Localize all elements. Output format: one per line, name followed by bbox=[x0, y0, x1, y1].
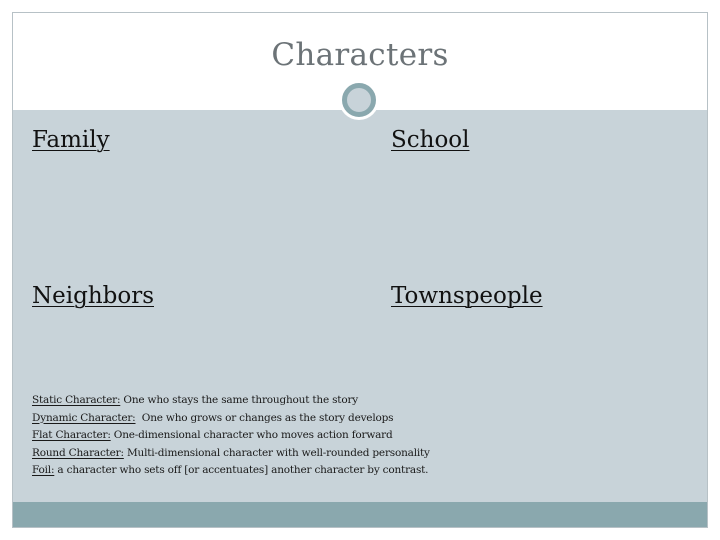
definition-term: Foil: bbox=[32, 464, 55, 476]
definition-flat bbox=[32, 427, 692, 445]
definition-text: Multi-dimensional character with well-rounded personality bbox=[123, 446, 430, 459]
circle-ornament-icon bbox=[339, 80, 379, 120]
slide bbox=[12, 12, 708, 528]
footer-bar bbox=[13, 502, 707, 527]
definition-text: a character who sets off [or accentuates] another character by contrast. bbox=[54, 464, 429, 476]
definition-term: Round Character: bbox=[32, 446, 124, 459]
definition-text: One who stays the same throughout the story bbox=[120, 394, 358, 406]
definition-foil bbox=[32, 462, 692, 480]
definitions-list bbox=[32, 392, 692, 480]
definition-dynamic bbox=[32, 410, 692, 428]
definition-term: Dynamic Character: bbox=[32, 411, 136, 424]
definition-round bbox=[32, 445, 692, 463]
definition-text: One who grows or changes as the story develops bbox=[135, 411, 394, 424]
heading-neighbors: Neighbors bbox=[32, 283, 154, 309]
definition-text: One-dimensional character who moves action forward bbox=[110, 429, 393, 441]
heading-family: Family bbox=[32, 127, 110, 153]
heading-school: School bbox=[391, 127, 470, 153]
definition-term: Static Character: bbox=[32, 394, 121, 406]
heading-townspeople: Townspeople bbox=[391, 283, 543, 309]
circle-ring bbox=[342, 83, 376, 117]
definition-term: Flat Character: bbox=[32, 429, 111, 441]
definition-static bbox=[32, 392, 692, 410]
slide-title: Characters bbox=[271, 37, 449, 73]
